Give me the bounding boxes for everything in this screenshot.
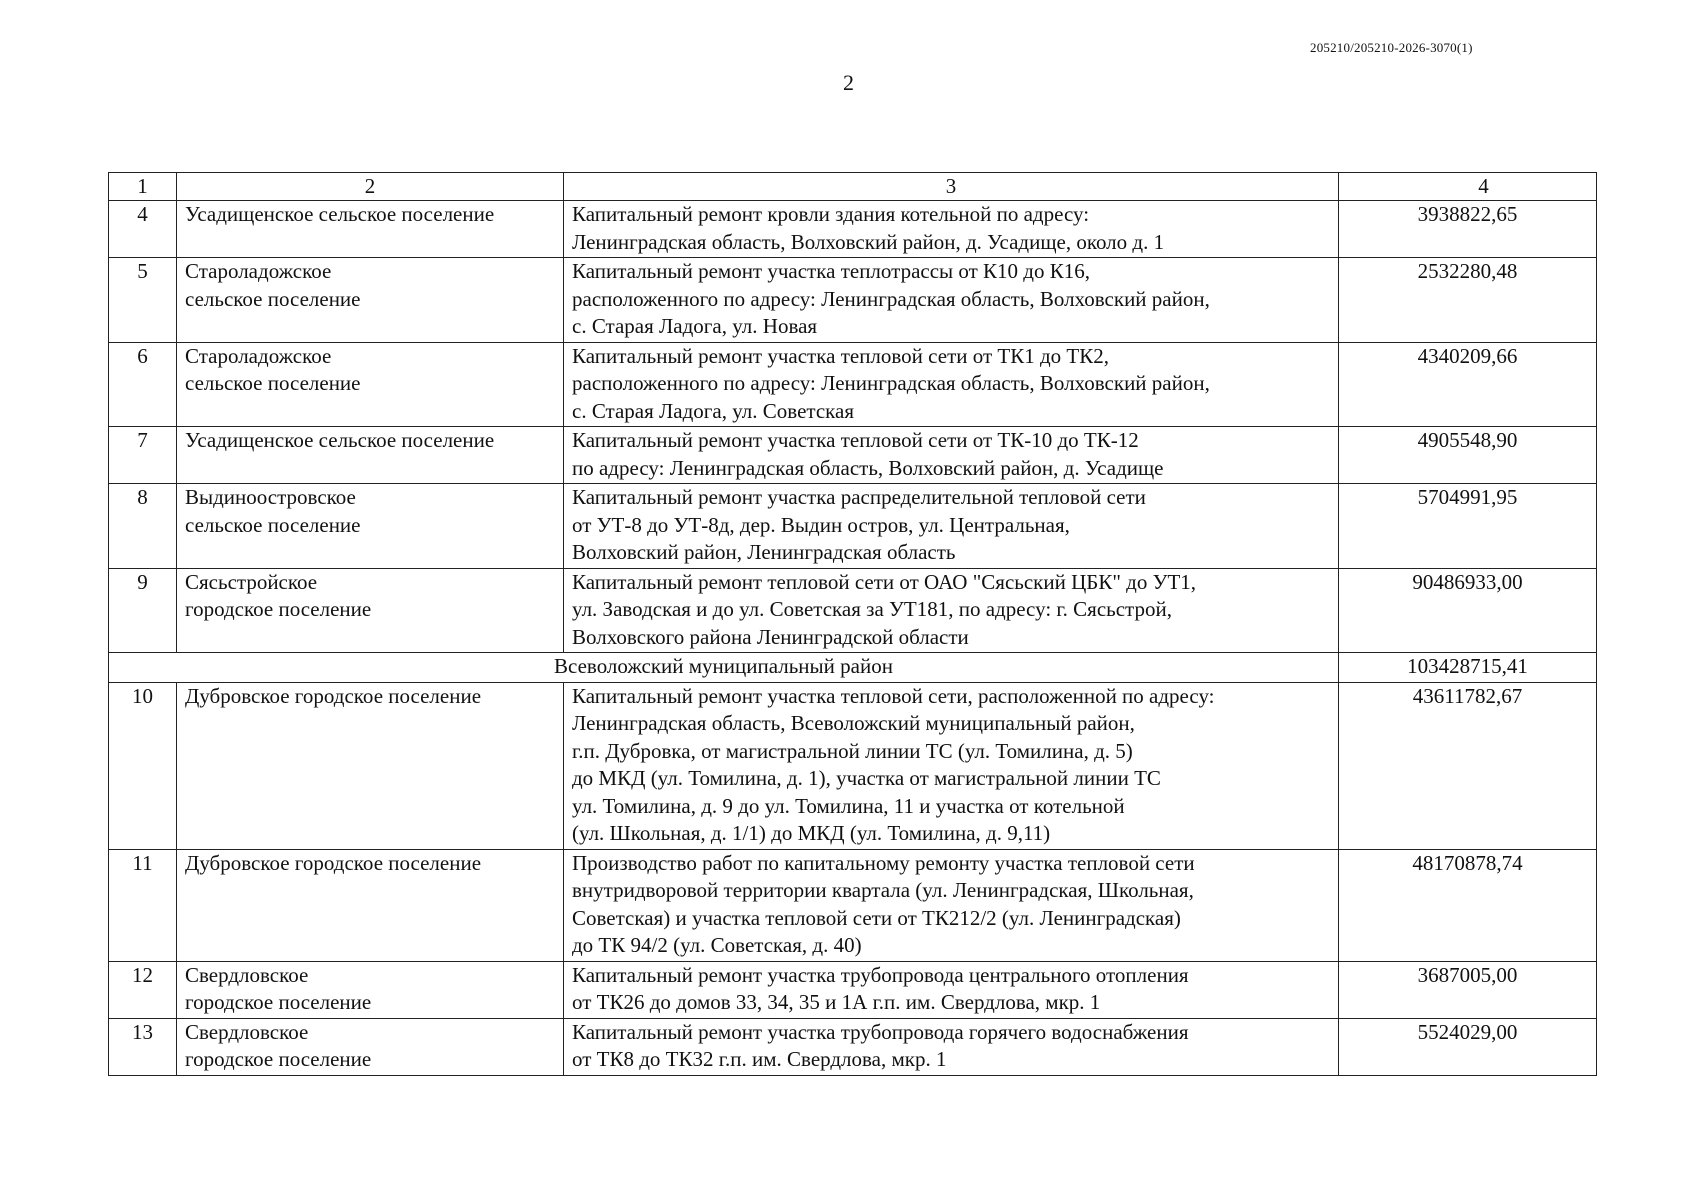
text-line: сельское поселение <box>185 512 361 537</box>
district-name: Всеволожский муниципальный район <box>109 653 1339 683</box>
row-number: 13 <box>109 1018 177 1075</box>
text-line: Староладожское <box>185 343 332 368</box>
text-line: городское поселение <box>185 990 372 1014</box>
amount: 4905548,90 <box>1339 427 1597 484</box>
row-number: 6 <box>109 342 177 427</box>
settlement-name <box>177 568 564 653</box>
text-line: Капитальный ремонт участка трубопровода горячего водоснабжения <box>572 1019 1189 1044</box>
amount: 3938822,65 <box>1339 201 1597 258</box>
column-number-3: 3 <box>564 173 1339 201</box>
row-number: 5 <box>109 258 177 343</box>
table-row <box>109 849 1597 961</box>
text-line: с. Старая Ладога, ул. Советская <box>572 398 855 423</box>
table-row <box>109 568 1597 653</box>
text-line: Капитальный ремонт тепловой сети от ОАО "Сясьский ЦБК" до УТ1, <box>572 569 1197 594</box>
row-number: 9 <box>109 568 177 653</box>
amount: 5704991,95 <box>1339 484 1597 569</box>
text-line: от УТ-8 до УТ-8д, дер. Выдин остров, ул. Центральная, <box>572 512 1070 537</box>
table-row <box>109 682 1597 849</box>
text-line: расположенного по адресу: Ленинградская область, Волховский район, <box>572 371 1210 395</box>
text-line: с. Старая Ладога, ул. Новая <box>572 314 818 338</box>
column-number-4: 4 <box>1339 173 1597 201</box>
settlement-name <box>177 427 564 484</box>
text-line: Капитальный ремонт участка тепловой сети от ТК1 до ТК2, <box>572 343 1109 368</box>
text-line: Капитальный ремонт участка трубопровода центрального отопления <box>572 962 1189 987</box>
work-description <box>564 201 1339 258</box>
work-description <box>564 849 1339 961</box>
text-line: Выдиноостровское <box>185 485 356 509</box>
settlement-name <box>177 682 564 849</box>
settlement-name <box>177 961 564 1018</box>
row-number: 11 <box>109 849 177 961</box>
text-line: Сясьстройское <box>185 569 318 594</box>
district-section-row <box>109 653 1597 683</box>
amount: 4340209,66 <box>1339 342 1597 427</box>
text-line: ул. Заводская и до ул. Советская за УТ181, по адресу: г. Сясьстрой, <box>572 597 1172 621</box>
text-line: Капитальный ремонт кровли здания котельной по адресу: <box>572 202 1090 226</box>
table-row <box>109 1018 1597 1075</box>
amount: 48170878,74 <box>1339 849 1597 961</box>
text-line: (ул. Школьная, д. 1/1) до МКД (ул. Томилина, д. 9,11) <box>572 821 1051 845</box>
text-line: сельское поселение <box>185 286 361 311</box>
text-line: по адресу: Ленинградская область, Волховский район, д. Усадище <box>572 455 1164 480</box>
work-description <box>564 427 1339 484</box>
table-row <box>109 427 1597 484</box>
work-description <box>564 682 1339 849</box>
text-line: Усадищенское сельское поселение <box>185 202 495 226</box>
text-line: Свердловское <box>185 962 309 987</box>
row-number: 12 <box>109 961 177 1018</box>
row-number: 8 <box>109 484 177 569</box>
work-description <box>564 342 1339 427</box>
settlement-name <box>177 849 564 961</box>
text-line: Волховского района Ленинградской области <box>572 624 969 649</box>
table-row <box>109 961 1597 1018</box>
work-description <box>564 484 1339 569</box>
works-table <box>108 172 1597 1076</box>
column-number-1: 1 <box>109 173 177 201</box>
text-line: ул. Томилина, д. 9 до ул. Томилина, 11 и участка от котельной <box>572 793 1125 818</box>
text-line: Капитальный ремонт участка распределительной тепловой сети <box>572 485 1146 509</box>
row-number: 4 <box>109 201 177 258</box>
text-line: Советская) и участка тепловой сети от ТК212/2 (ул. Ленинградская) <box>572 905 1181 930</box>
page-number: 2 <box>843 70 854 95</box>
text-line: до МКД (ул. Томилина, д. 1), участка от магистральной линии ТС <box>572 766 1161 790</box>
row-number: 7 <box>109 427 177 484</box>
settlement-name <box>177 1018 564 1075</box>
table-row <box>109 258 1597 343</box>
text-line: Дубровское городское поселение <box>185 683 482 708</box>
work-description <box>564 1018 1339 1075</box>
text-line: Свердловское <box>185 1019 309 1044</box>
text-line: Производство работ по капитальному ремонту участка тепловой сети <box>572 850 1195 875</box>
settlement-name <box>177 342 564 427</box>
document-id: 205210/205210-2026-3070(1) <box>1310 40 1473 55</box>
text-line: расположенного по адресу: Ленинградская область, Волховский район, <box>572 286 1210 311</box>
text-line: Ленинградская область, Волховский район, д. Усадище, около д. 1 <box>572 229 1165 254</box>
work-description <box>564 258 1339 343</box>
text-line: от ТК8 до ТК32 г.п. им. Свердлова, мкр. 1 <box>572 1047 947 1071</box>
row-number: 10 <box>109 682 177 849</box>
column-number-2: 2 <box>177 173 564 201</box>
table-row <box>109 484 1597 569</box>
text-line: Староладожское <box>185 259 332 283</box>
amount: 3687005,00 <box>1339 961 1597 1018</box>
text-line: Волховский район, Ленинградская область <box>572 540 956 564</box>
text-line: Капитальный ремонт участка тепловой сети, расположенной по адресу: <box>572 683 1215 708</box>
table-row <box>109 342 1597 427</box>
work-description <box>564 961 1339 1018</box>
text-line: городское поселение <box>185 1047 372 1071</box>
text-line: Ленинградская область, Всеволожский муниципальный район, <box>572 711 1135 735</box>
column-number-row <box>109 173 1597 201</box>
text-line: сельское поселение <box>185 371 361 395</box>
district-total: 103428715,41 <box>1339 653 1597 683</box>
amount: 2532280,48 <box>1339 258 1597 343</box>
amount: 43611782,67 <box>1339 682 1597 849</box>
text-line: Капитальный ремонт участка тепловой сети от ТК-10 до ТК-12 <box>572 428 1139 452</box>
amount: 90486933,00 <box>1339 568 1597 653</box>
work-description <box>564 568 1339 653</box>
text-line: Дубровское городское поселение <box>185 850 482 875</box>
text-line: до ТК 94/2 (ул. Советская, д. 40) <box>572 933 862 957</box>
text-line: Капитальный ремонт участка теплотрассы от К10 до К16, <box>572 259 1090 283</box>
settlement-name <box>177 484 564 569</box>
text-line: Усадищенское сельское поселение <box>185 428 495 452</box>
settlement-name <box>177 201 564 258</box>
amount: 5524029,00 <box>1339 1018 1597 1075</box>
text-line: городское поселение <box>185 597 372 621</box>
table-row <box>109 201 1597 258</box>
text-line: от ТК26 до домов 33, 34, 35 и 1А г.п. им. Свердлова, мкр. 1 <box>572 990 1101 1014</box>
settlement-name <box>177 258 564 343</box>
text-line: внутридворовой территории квартала (ул. Ленинградская, Школьная, <box>572 878 1194 902</box>
text-line: г.п. Дубровка, от магистральной линии ТС (ул. Томилина, д. 5) <box>572 738 1133 763</box>
